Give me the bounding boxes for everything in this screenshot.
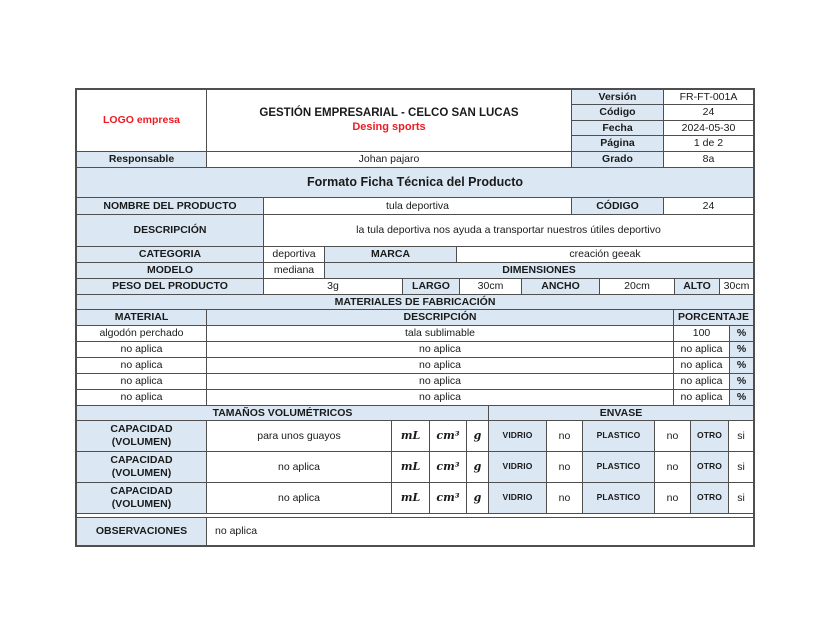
observaciones-value: no aplica (207, 518, 753, 545)
ancho-label: ANCHO (522, 279, 600, 295)
material-descripcion: no aplica (207, 374, 674, 390)
material-descripcion: no aplica (207, 342, 674, 358)
version-value: FR-FT-001A (664, 90, 753, 105)
descripcion-row (77, 215, 753, 247)
fecha-label: Fecha (572, 121, 664, 136)
otro-label: OTRO (691, 452, 729, 483)
unit-g: g (467, 421, 489, 452)
material-row (77, 390, 753, 406)
codigo-value: 24 (664, 105, 753, 120)
vidrio-value: no (547, 483, 583, 514)
percent-symbol: % (730, 374, 753, 390)
peso-value: 3g (264, 279, 403, 295)
header-meta (572, 90, 753, 152)
unit-g: g (467, 483, 489, 514)
plastico-value: no (655, 452, 691, 483)
capacidad-label (77, 452, 207, 483)
pagina-label: Página (572, 136, 664, 151)
observaciones-label: OBSERVACIONES (77, 518, 207, 545)
otro-value: si (729, 452, 753, 483)
document-subtitle: Desing sports (352, 121, 426, 134)
vidrio-value: no (547, 452, 583, 483)
percent-symbol: % (730, 390, 753, 406)
grado-value: 8a (664, 152, 753, 168)
capacidad-label-line1: CAPACIDAD (110, 485, 173, 498)
peso-dimensiones-row (77, 279, 753, 295)
peso-label: PESO DEL PRODUCTO (77, 279, 264, 295)
capacidad-value: no aplica (207, 483, 392, 514)
unit-cm3: cm³ (430, 452, 467, 483)
otro-label: OTRO (691, 483, 729, 514)
company-logo: LOGO empresa (77, 90, 207, 152)
grado-label: Grado (572, 152, 664, 168)
producto-codigo-label: CÓDIGO (572, 198, 664, 215)
unit-g: g (467, 452, 489, 483)
modelo-value: mediana (264, 263, 325, 279)
document-title-cell (207, 90, 572, 152)
materiales-section-row (77, 295, 753, 310)
unit-ml: mL (392, 483, 430, 514)
plastico-value: no (655, 421, 691, 452)
meta-row-codigo (572, 105, 753, 120)
material-porcentaje: no aplica (674, 358, 730, 374)
descripcion-col-header: DESCRIPCIÓN (207, 310, 674, 326)
material-descripcion: no aplica (207, 358, 674, 374)
unit-ml: mL (392, 421, 430, 452)
meta-row-pagina (572, 136, 753, 151)
responsable-label: Responsable (77, 152, 207, 168)
plastico-label: PLASTICO (583, 421, 655, 452)
vidrio-label: VIDRIO (489, 452, 547, 483)
material-name: no aplica (77, 358, 207, 374)
percent-symbol: % (730, 326, 753, 342)
otro-value: si (729, 483, 753, 514)
material-name: no aplica (77, 390, 207, 406)
capacidad-row (77, 421, 753, 452)
marca-label: MARCA (325, 247, 457, 263)
unit-cm3: cm³ (430, 483, 467, 514)
document-title: GESTIÓN EMPRESARIAL - CELCO SAN LUCAS (259, 107, 519, 120)
plastico-label: PLASTICO (583, 452, 655, 483)
version-label: Versión (572, 90, 664, 105)
material-name: algodón perchado (77, 326, 207, 342)
form-title-row (77, 168, 753, 198)
capacidad-label-line1: CAPACIDAD (110, 423, 173, 436)
dimensiones-header: DIMENSIONES (325, 263, 753, 279)
descripcion-label: DESCRIPCIÓN (77, 215, 264, 247)
capacidad-label-line2: (VOLUMEN) (111, 498, 172, 510)
material-name: no aplica (77, 374, 207, 390)
nombre-value: tula deportiva (264, 198, 572, 215)
envase-title: ENVASE (489, 406, 753, 421)
responsable-row (77, 152, 753, 168)
unit-cm3: cm³ (430, 421, 467, 452)
materiales-section-title: MATERIALES DE FABRICACIÓN (77, 295, 753, 310)
material-row (77, 342, 753, 358)
material-porcentaje: no aplica (674, 342, 730, 358)
plastico-value: no (655, 483, 691, 514)
material-porcentaje: 100 (674, 326, 730, 342)
pagina-value: 1 de 2 (664, 136, 753, 151)
alto-label: ALTO (675, 279, 720, 295)
responsable-value: Johan pajaro (207, 152, 572, 168)
producto-codigo-value: 24 (664, 198, 753, 215)
alto-value: 30cm (720, 279, 753, 295)
nombre-row (77, 198, 753, 215)
observaciones-row (77, 518, 753, 545)
capacidad-label-line2: (VOLUMEN) (111, 436, 172, 448)
largo-value: 30cm (460, 279, 522, 295)
header-block (77, 90, 753, 152)
meta-row-fecha (572, 121, 753, 136)
modelo-row (77, 263, 753, 279)
unit-ml: mL (392, 452, 430, 483)
capacidad-label-line1: CAPACIDAD (110, 454, 173, 467)
modelo-label: MODELO (77, 263, 264, 279)
material-col-header: MATERIAL (77, 310, 207, 326)
ancho-value: 20cm (600, 279, 675, 295)
material-porcentaje: no aplica (674, 390, 730, 406)
categoria-label: CATEGORIA (77, 247, 264, 263)
material-porcentaje: no aplica (674, 374, 730, 390)
fecha-value: 2024-05-30 (664, 121, 753, 136)
nombre-label: NOMBRE DEL PRODUCTO (77, 198, 264, 215)
vidrio-label: VIDRIO (489, 483, 547, 514)
capacidad-label (77, 421, 207, 452)
categoria-row (77, 247, 753, 263)
material-row (77, 326, 753, 342)
meta-row-version (572, 90, 753, 105)
materiales-header-row (77, 310, 753, 326)
categoria-value: deportiva (264, 247, 325, 263)
material-row (77, 358, 753, 374)
capacidad-value: no aplica (207, 452, 392, 483)
percent-symbol: % (730, 358, 753, 374)
capacidad-row (77, 483, 753, 514)
material-row (77, 374, 753, 390)
largo-label: LARGO (403, 279, 460, 295)
capacidad-label (77, 483, 207, 514)
capacidad-value: para unos guayos (207, 421, 392, 452)
material-name: no aplica (77, 342, 207, 358)
volumetricos-header-row (77, 406, 753, 421)
porcentaje-col-header: PORCENTAJE (674, 310, 753, 326)
capacidad-label-line2: (VOLUMEN) (111, 467, 172, 479)
ficha-tecnica-sheet (75, 88, 755, 547)
percent-symbol: % (730, 342, 753, 358)
tamanos-volumetricos-title: TAMAÑOS VOLUMÉTRICOS (77, 406, 489, 421)
plastico-label: PLASTICO (583, 483, 655, 514)
material-descripcion: no aplica (207, 390, 674, 406)
capacidad-row (77, 452, 753, 483)
marca-value: creación geeak (457, 247, 753, 263)
material-descripcion: tala sublimable (207, 326, 674, 342)
descripcion-value: la tula deportiva nos ayuda a transportar nuestros útiles deportivo (264, 215, 753, 247)
codigo-label: Código (572, 105, 664, 120)
vidrio-label: VIDRIO (489, 421, 547, 452)
otro-label: OTRO (691, 421, 729, 452)
vidrio-value: no (547, 421, 583, 452)
form-title: Formato Ficha Técnica del Producto (77, 168, 753, 198)
otro-value: si (729, 421, 753, 452)
